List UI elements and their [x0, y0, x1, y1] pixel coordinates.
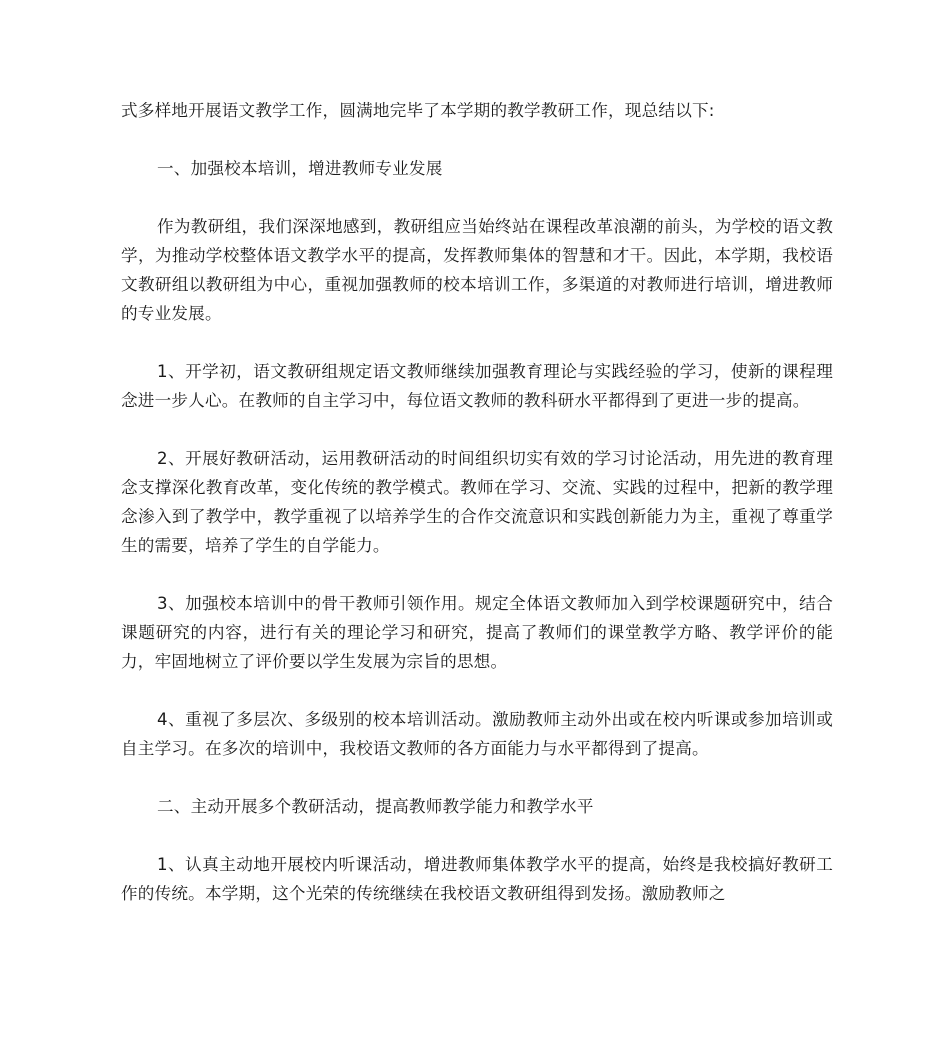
paragraph-item-1: 1、开学初，语文教研组规定语文教师继续加强教育理论与实践经验的学习，使新的课程理念进一步人心。在教师的自主学习中，每位语文教师的教科研水平都得到了更进一步的提高。 — [121, 362, 833, 410]
document-body — [121, 96, 833, 908]
paragraph-item-2: 2、开展好教研活动，运用教研活动的时间组织切实有效的学习讨论活动，用先进的教育理念支撑深化教育改革，变化传统的教学模式。教师在学习、交流、实践的过程中，把新的教学理念渗入到了教学中，教学重视了以培养学生的合作交流意识和实践创新能力为主，重视了尊重学生的需要，培养了学生的自学能力。 — [121, 449, 833, 555]
paragraph-item-3: 3、加强校本培训中的骨干教师引领作用。规定全体语文教师加入到学校课题研究中，结合课题研究的内容，进行有关的理论学习和研究，提高了教师们的课堂教学方略、教学评价的能力，牢固地树立了评价要以学生发展为宗旨的思想。 — [121, 594, 833, 671]
section-heading-1: 一、加强校本培训，增进教师专业发展 — [157, 159, 443, 178]
paragraph-section1-intro: 作为教研组，我们深深地感到，教研组应当始终站在课程改革浪潮的前头，为学校的语文教学，为推动学校整体语文教学水平的提高，发挥教师集体的智慧和才干。因此，本学期，我校语文教研组以教研组为中心，重视加强教师的校本培训工作，多渠道的对教师进行培训，增进教师的专业发展。 — [121, 217, 833, 323]
paragraph-section2-item-1: 1、认真主动地开展校内听课活动，增进教师集体教学水平的提高，始终是我校搞好教研工作的传统。本学期，这个光荣的传统继续在我校语文教研组得到发扬。激励教师之 — [121, 855, 833, 903]
paragraph-item-4: 4、重视了多层次、多级别的校本培训活动。激励教师主动外出或在校内听课或参加培训或自主学习。在多次的培训中，我校语文教师的各方面能力与水平都得到了提高。 — [121, 710, 833, 758]
section-heading-2: 二、主动开展多个教研活动，提高教师教学能力和教学水平 — [157, 797, 594, 816]
paragraph-intro-continuation: 式多样地开展语文教学工作，圆满地完毕了本学期的教学教研工作，现总结以下: — [121, 101, 715, 120]
